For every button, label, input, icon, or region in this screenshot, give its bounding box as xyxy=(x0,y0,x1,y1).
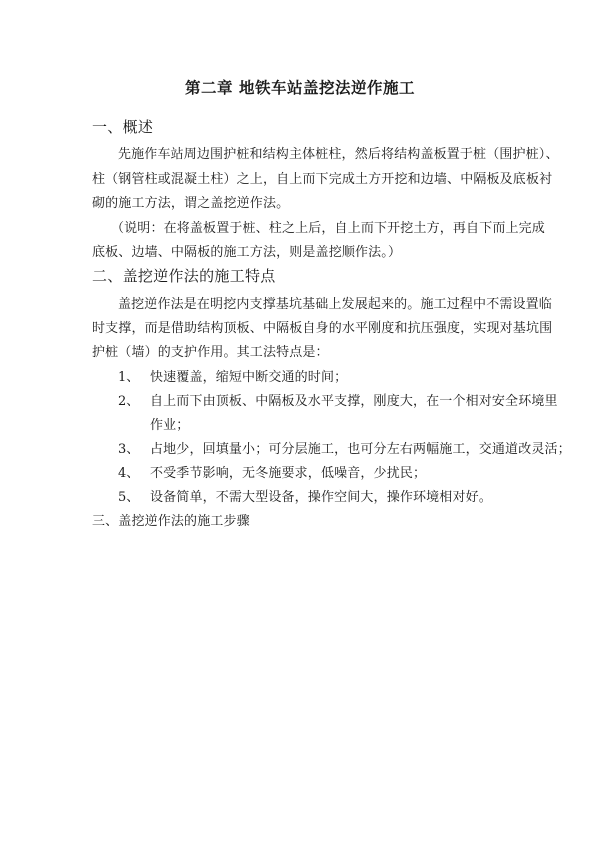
paragraph-line: 砌的施工方法，谓之盖挖逆作法。 xyxy=(92,196,290,211)
section-heading-features: 二、盖挖逆作法的施工特点 xyxy=(92,267,276,285)
list-item-number: 5、 xyxy=(118,490,140,505)
section-heading-overview: 一、概述 xyxy=(92,118,154,136)
chapter-title: 第二章 地铁车站盖挖法逆作施工 xyxy=(185,78,415,97)
paragraph-line: 盖挖逆作法是在明挖内支撑基坑基础上发展起来的。施工过程中不需设置临 xyxy=(118,297,552,312)
list-item-text: 设备简单，不需大型设备，操作空间大，操作环境相对好。 xyxy=(150,490,492,505)
list-item-text: 不受季节影响，无冬施要求，低噪音，少扰民； xyxy=(150,466,427,481)
list-item-number: 4、 xyxy=(118,466,140,481)
list-item-number: 1、 xyxy=(118,370,140,385)
list-item-text: 占地少，回填量小；可分层施工，也可分左右两幅施工，交通道改灵活； xyxy=(150,442,571,457)
list-item-number: 3、 xyxy=(118,442,140,457)
note-line: （说明：在将盖板置于桩、柱之上后，自上而下开挖土方，再自下而上完成 xyxy=(111,221,545,236)
list-item-number: 2、 xyxy=(118,394,140,409)
paragraph-line: 先施作车站周边围护桩和结构主体桩柱，然后将结构盖板置于桩（围护桩）、 xyxy=(118,147,559,162)
list-item-text: 作业； xyxy=(150,418,190,433)
paragraph-line: 护桩（墙）的支护作用。其工法特点是： xyxy=(92,345,329,360)
paragraph-line: 时支撑，而是借助结构顶板、中隔板自身的水平刚度和抗压强度，实现对基坑围 xyxy=(92,321,553,336)
list-item-text: 自上而下由顶板、中隔板及水平支撑，刚度大，在一个相对安全环境里 xyxy=(150,394,558,409)
paragraph-line: 柱（钢管柱或混凝土柱）之上，自上而下完成土方开挖和边墙、中隔板及底板衬 xyxy=(92,172,553,187)
note-line: 底板、边墙、中隔板的施工方法，则是盖挖顺作法。） xyxy=(92,245,402,260)
section-heading-steps: 三、盖挖逆作法的施工步骤 xyxy=(92,514,250,529)
list-item-text: 快速覆盖，缩短中断交通的时间； xyxy=(150,370,348,385)
